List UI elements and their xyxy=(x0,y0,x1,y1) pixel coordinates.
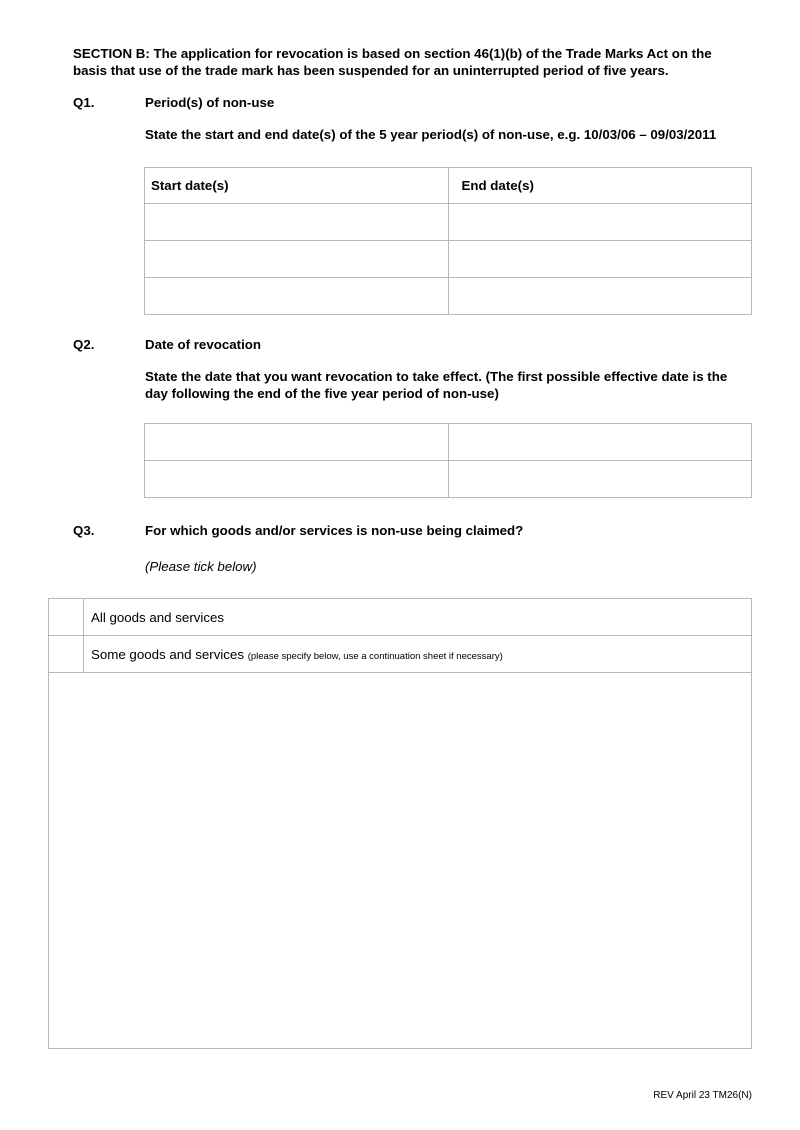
table-row xyxy=(145,461,752,498)
revision-footer: REV April 23 TM26(N) xyxy=(653,1090,752,1101)
q3-title: For which goods and/or services is non-use being claimed? xyxy=(145,523,524,538)
table-row xyxy=(49,673,752,1049)
start-date-field-2[interactable] xyxy=(145,241,449,278)
end-dates-header: End date(s) xyxy=(448,168,752,204)
table-row xyxy=(145,204,752,241)
all-goods-option xyxy=(84,599,752,636)
table-row xyxy=(145,241,752,278)
table-row xyxy=(145,278,752,315)
section-b-heading: SECTION B: The application for revocation is based on section 46(1)(b) of the Trade Marks Act on the basis that use of the trade mark has been suspended for an uninterrupted period of five years. xyxy=(73,46,712,78)
revocation-date-field-2b[interactable] xyxy=(448,461,752,498)
start-date-field-1[interactable] xyxy=(145,204,449,241)
end-date-field-1[interactable] xyxy=(448,204,752,241)
q1-title: Period(s) of non-use xyxy=(145,95,275,110)
q1-instruction: State the start and end date(s) of the 5 year period(s) of non-use, e.g. 10/03/06 – 09/03/2011 xyxy=(145,127,717,142)
end-date-field-3[interactable] xyxy=(448,278,752,315)
goods-services-specification-field[interactable] xyxy=(49,673,752,1049)
q3-label: Q3. xyxy=(73,523,95,538)
q2-instruction: State the date that you want revocation to take effect. (The first possible effective date is the day following the end of the five year period of non-use) xyxy=(145,369,728,401)
start-dates-header: Start date(s) xyxy=(145,168,449,204)
some-goods-label: Some goods and services xyxy=(91,646,244,662)
revocation-date-field-1a[interactable] xyxy=(145,424,449,461)
start-date-field-3[interactable] xyxy=(145,278,449,315)
q2-title: Date of revocation xyxy=(145,337,262,352)
some-goods-option xyxy=(84,636,752,673)
table-row xyxy=(49,636,752,673)
goods-services-table xyxy=(48,598,752,1049)
revocation-date-field-2a[interactable] xyxy=(145,461,449,498)
table-row xyxy=(145,424,752,461)
table-header-row xyxy=(145,168,752,204)
revocation-date-field-1b[interactable] xyxy=(448,424,752,461)
non-use-periods-table xyxy=(144,167,752,315)
q2-label: Q2. xyxy=(73,337,95,352)
all-goods-tick-box[interactable] xyxy=(49,599,84,636)
table-row xyxy=(49,599,752,636)
q3-tick-note: (Please tick below) xyxy=(145,559,257,574)
end-date-field-2[interactable] xyxy=(448,241,752,278)
all-goods-label: All goods and services xyxy=(91,609,225,625)
some-goods-note: (please specify below, use a continuation sheet if necessary) xyxy=(247,650,503,662)
revocation-date-table xyxy=(144,423,752,498)
q1-label: Q1. xyxy=(73,95,95,110)
some-goods-tick-box[interactable] xyxy=(49,636,84,673)
